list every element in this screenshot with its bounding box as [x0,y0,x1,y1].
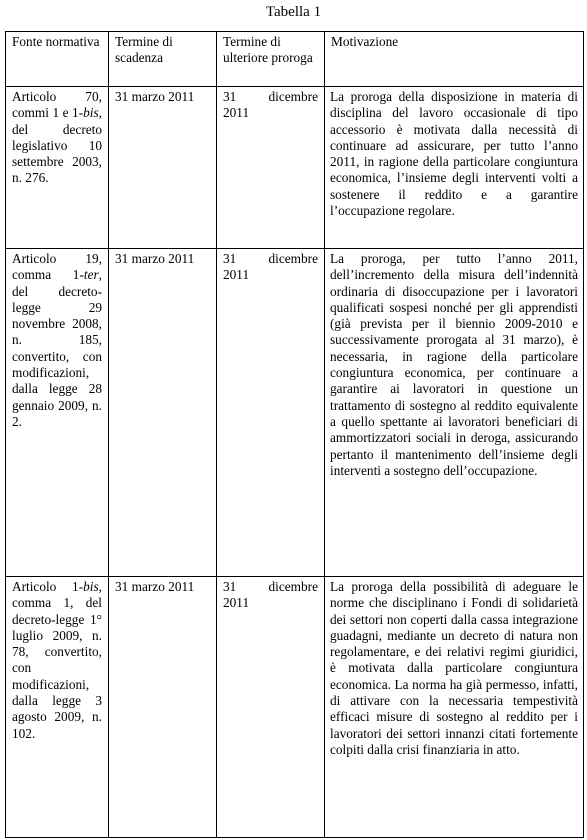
fonte-text: Articolo 1- [12,579,84,594]
header-termine-scadenza: Termine di scadenza [109,32,217,87]
termine-scadenza-cell: 31 marzo 2011 [109,249,217,577]
table-row [6,249,584,577]
fonte-italic-text: bis [83,105,99,121]
proroga-table [5,31,584,838]
motivazione-cell: La proroga, per tutto l’anno 2011, dell’incremento della misura dell’indennità ordinaria di disoccupazione per i lavoratori qualificati sospesi nonché per gli apprendisti (già prevista per il biennio 2009-2010 e successivamente prorogata al 31 marzo), è necessaria, in ragione della particolare congiuntura economica, per continuare a garantire ai lavoratori in questione un trattamento di sostegno al reddito equivalente a quello spettante ai lavoratori beneficiari di ammortizzatori sociali in deroga, assicurando pertanto il mantenimento dell’insieme degli interventi a sostegno dell’occupazione. [325,249,584,577]
fonte-text: Articolo 19, comma 1- [12,251,102,283]
fonte-normativa-cell [6,249,109,577]
fonte-normativa-cell [6,577,109,838]
header-termine-proroga: Termine di ulteriore proroga [217,32,325,87]
header-fonte-normativa: Fonte normativa [6,32,109,87]
header-motivazione: Motivazione [325,32,584,87]
fonte-text: , del decreto legislativo 10 settembre 2003, n. 276. [12,105,102,186]
fonte-normativa-cell [6,87,109,249]
fonte-italic-text: bis [83,579,99,594]
termine-proroga-cell: 31 dicembre 2011 [217,249,325,577]
fonte-text: , comma 1, del decreto-legge 1° luglio 2009, n. 78, convertito, con modificazioni, dalla legge 3 agosto 2009, n. 102. [12,579,102,741]
motivazione-cell: La proroga della disposizione in materia di disciplina del lavoro occasionale di tipo accessorio è motivata dalla necessità di continuare ad assicurare, per tutto l’anno 2011, in ragione della particolare congiuntura economica, l’insieme degli interventi volti a sostenere il reddito e a garantire l’occupazione regolare. [325,87,584,249]
table-row [6,87,584,249]
table-header-row [6,32,584,87]
fonte-text: Articolo 70, commi 1 e 1- [12,89,102,121]
termine-proroga-cell: 31 dicembre 2011 [217,577,325,838]
fonte-italic-text: ter [83,267,99,283]
table-row [6,577,584,838]
termine-scadenza-cell: 31 marzo 2011 [109,577,217,838]
motivazione-cell: La proroga della possibilità di adeguare le norme che disciplinano i Fondi di solidarietà dei settori non coperti dalla cassa integrazione guadagni, mediante un decreto di natura non regolamentare, e dei relativi regimi giuridici, è motivata dalla particolare congiuntura economica. La norma ha già permesso, infatti, di attivare con la necessaria tempestività efficaci misure di sostegno al reddito per i lavoratori dei settori innanzi citati fortemente colpiti dalla crisi finanziaria in atto. [325,577,584,838]
termine-scadenza-cell: 31 marzo 2011 [109,87,217,249]
fonte-text: , del decreto-legge 29 novembre 2008, n. 185, convertito, con modificazioni, dalla legge 28 gennaio 2009, n. 2. [12,267,102,429]
table-title: Tabella 1 [265,4,322,20]
termine-proroga-cell: 31 dicembre 2011 [217,87,325,249]
